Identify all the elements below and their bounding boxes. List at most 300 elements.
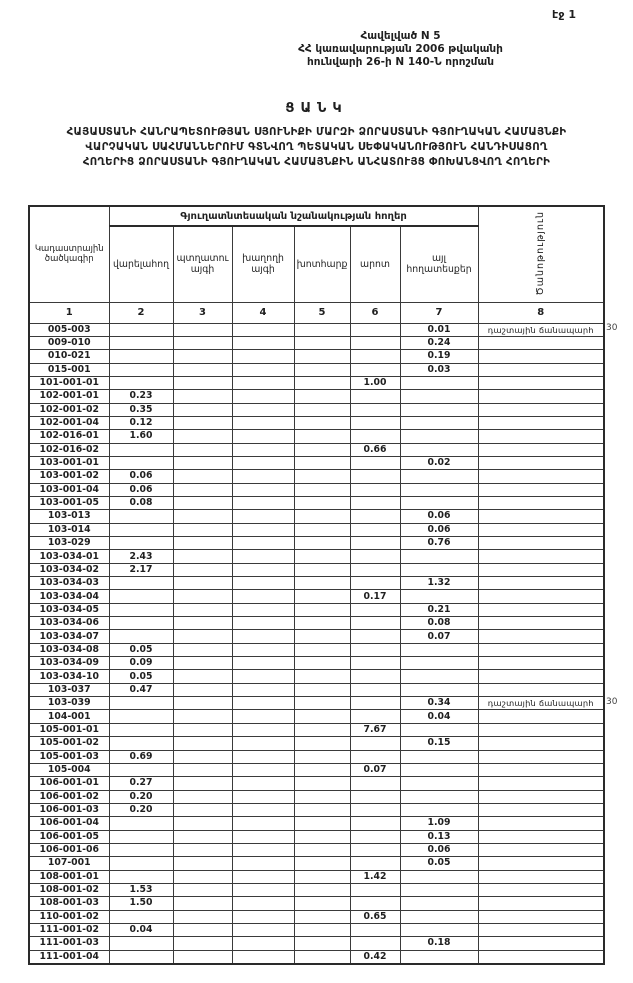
value-cell <box>232 496 294 509</box>
cadastral-code-cell: 103-001-05 <box>29 496 109 509</box>
value-cell <box>294 923 350 936</box>
value-cell: 0.47 <box>109 683 173 696</box>
value-cell: 0.05 <box>109 670 173 683</box>
table-row <box>29 697 604 710</box>
value-cell <box>350 737 400 750</box>
cadastral-code-cell: 110-001-02 <box>29 910 109 923</box>
value-cell <box>350 830 400 843</box>
value-cell <box>232 403 294 416</box>
table-row <box>29 643 604 656</box>
value-cell: 0.34 <box>400 697 478 710</box>
column-number: 8 <box>478 302 604 323</box>
value-cell <box>350 510 400 523</box>
value-cell <box>173 443 232 456</box>
cadastral-code-cell: 111-001-04 <box>29 950 109 964</box>
value-cell <box>350 617 400 630</box>
value-cell <box>232 376 294 389</box>
value-cell <box>294 523 350 536</box>
value-cell <box>294 657 350 670</box>
value-cell <box>294 550 350 563</box>
value-cell: 0.13 <box>400 830 478 843</box>
cadastral-code-cell: 010-021 <box>29 350 109 363</box>
cadastral-code-cell: 103-034-08 <box>29 643 109 656</box>
value-cell <box>350 336 400 349</box>
value-cell <box>232 363 294 376</box>
value-cell <box>232 883 294 896</box>
appendix-line-2: ՀՀ կառավարության 2006 թվականի <box>298 43 503 55</box>
value-cell <box>294 937 350 950</box>
column-number: 2 <box>109 302 173 323</box>
note-cell <box>478 790 604 803</box>
table-row <box>29 870 604 883</box>
value-cell <box>173 363 232 376</box>
note-cell <box>478 803 604 816</box>
cadastral-code-cell: 103-034-10 <box>29 670 109 683</box>
land-parcels-table <box>28 205 605 965</box>
value-cell <box>173 683 232 696</box>
value-cell <box>109 363 173 376</box>
agricultural-lands-group-header: Գյուղատնտեսական նշանակության հողեր <box>109 206 478 226</box>
cadastral-code-cell: 104-001 <box>29 710 109 723</box>
value-cell <box>350 843 400 856</box>
value-cell: 2.17 <box>109 563 173 576</box>
pasture-header: արոտ <box>350 226 400 302</box>
value-cell <box>173 617 232 630</box>
value-cell: 0.18 <box>400 937 478 950</box>
note-cell <box>478 950 604 964</box>
cadastral-code-cell: 111-001-02 <box>29 923 109 936</box>
value-cell <box>232 550 294 563</box>
value-cell <box>173 403 232 416</box>
value-cell <box>232 670 294 683</box>
value-cell <box>109 910 173 923</box>
value-cell <box>109 336 173 349</box>
table-row <box>29 416 604 429</box>
value-cell: 0.04 <box>109 923 173 936</box>
cadastral-code-cell: 102-016-02 <box>29 443 109 456</box>
cadastral-code-cell: 103-029 <box>29 537 109 550</box>
document-heading: ՑԱՆԿ <box>285 101 348 116</box>
value-cell <box>350 456 400 469</box>
note-cell <box>478 737 604 750</box>
value-cell <box>109 870 173 883</box>
value-cell <box>173 763 232 776</box>
note-cell <box>478 563 604 576</box>
cadastral-code-cell: 009-010 <box>29 336 109 349</box>
value-cell <box>294 817 350 830</box>
value-cell <box>294 537 350 550</box>
note-cell <box>478 537 604 550</box>
value-cell: 2.43 <box>109 550 173 563</box>
table-row <box>29 937 604 950</box>
value-cell <box>109 603 173 616</box>
value-cell <box>109 456 173 469</box>
table-row <box>29 376 604 389</box>
cadastral-code-cell: 103-034-04 <box>29 590 109 603</box>
value-cell <box>173 563 232 576</box>
value-cell: 0.17 <box>350 590 400 603</box>
table-row <box>29 563 604 576</box>
value-cell <box>173 496 232 509</box>
cadastral-code-cell: 103-034-03 <box>29 577 109 590</box>
value-cell <box>294 843 350 856</box>
column-number: 3 <box>173 302 232 323</box>
cadastral-code-cell: 103-001-01 <box>29 456 109 469</box>
value-cell <box>400 750 478 763</box>
note-cell <box>478 416 604 429</box>
appendix-line-1: Հավելված N 5 <box>360 30 441 42</box>
value-cell <box>173 737 232 750</box>
value-cell <box>173 657 232 670</box>
other-land-types-header: այլ հողատեսքեր <box>400 226 478 302</box>
cadastral-code-cell: 103-034-09 <box>29 657 109 670</box>
value-cell <box>294 857 350 870</box>
value-cell <box>350 350 400 363</box>
value-cell <box>294 577 350 590</box>
value-cell <box>294 790 350 803</box>
value-cell <box>109 817 173 830</box>
value-cell <box>232 910 294 923</box>
value-cell <box>294 643 350 656</box>
value-cell <box>109 723 173 736</box>
table-body <box>29 323 604 964</box>
value-cell <box>173 817 232 830</box>
value-cell: 0.08 <box>109 496 173 509</box>
value-cell <box>109 510 173 523</box>
value-cell <box>400 790 478 803</box>
table-row <box>29 883 604 896</box>
value-cell <box>350 643 400 656</box>
appendix-reference <box>168 30 633 69</box>
value-cell: 0.19 <box>400 350 478 363</box>
value-cell: 0.04 <box>400 710 478 723</box>
value-cell: 0.66 <box>350 443 400 456</box>
title-line-1: ՀԱՅԱՍՏԱՆԻ ՀԱՆՐԱՊԵՏՈՒԹՅԱՆ ՍՅՈՒՆԻՔԻ ՄԱՐԶԻ ՁՈՐԱՍՏԱՆԻ ԳՅՈՒՂԱԿԱՆ ՀԱՄԱՅՆՔԻ <box>66 127 567 138</box>
value-cell <box>350 857 400 870</box>
note-cell <box>478 483 604 496</box>
value-cell <box>173 750 232 763</box>
table-row <box>29 456 604 469</box>
table-row <box>29 923 604 936</box>
value-cell <box>294 416 350 429</box>
note-cell: դաշտային ճանապարհ <box>478 323 604 336</box>
note-cell <box>478 510 604 523</box>
value-cell <box>350 537 400 550</box>
cadastral-code-cell: 105-004 <box>29 763 109 776</box>
table-row <box>29 577 604 590</box>
title-line-2: ՎԱՐՉԱԿԱՆ ՍԱՀՄԱՆՆԵՐՈՒՄ ԳՏՆՎՈՂ ՊԵՏԱԿԱՆ ՍԵՓԱԿԱՆՈՒԹՅՈՒՆ ՀԱՆԴԻՍԱՑՈՂ <box>85 142 548 153</box>
value-cell <box>232 483 294 496</box>
cadastral-code-cell: 102-001-04 <box>29 416 109 429</box>
value-cell <box>400 870 478 883</box>
value-cell <box>232 697 294 710</box>
hayfield-header: խոտհարք <box>294 226 350 302</box>
value-cell <box>173 376 232 389</box>
value-cell <box>232 683 294 696</box>
value-cell <box>350 670 400 683</box>
value-cell <box>232 523 294 536</box>
value-cell <box>232 590 294 603</box>
cadastral-code-cell: 103-037 <box>29 683 109 696</box>
note-cell <box>478 830 604 843</box>
value-cell <box>400 763 478 776</box>
value-cell <box>109 630 173 643</box>
cadastral-code-cell: 108-001-01 <box>29 870 109 883</box>
value-cell <box>232 323 294 336</box>
value-cell: 0.02 <box>400 456 478 469</box>
note-column-header-text: Ծանոթություն <box>534 210 546 295</box>
value-cell <box>400 390 478 403</box>
table-row <box>29 790 604 803</box>
cadastral-code-cell: 108-001-03 <box>29 897 109 910</box>
table-row <box>29 670 604 683</box>
value-cell <box>350 883 400 896</box>
table-row <box>29 496 604 509</box>
value-cell <box>232 617 294 630</box>
value-cell <box>109 857 173 870</box>
note-cell <box>478 617 604 630</box>
value-cell <box>232 657 294 670</box>
value-cell <box>350 403 400 416</box>
value-cell: 0.01 <box>400 323 478 336</box>
value-cell: 0.03 <box>400 363 478 376</box>
cadastral-code-cell: 103-001-02 <box>29 470 109 483</box>
value-cell <box>173 777 232 790</box>
value-cell <box>173 803 232 816</box>
value-cell <box>173 843 232 856</box>
column-number: 6 <box>350 302 400 323</box>
value-cell: 0.42 <box>350 950 400 964</box>
value-cell <box>294 617 350 630</box>
value-cell <box>173 723 232 736</box>
value-cell: 1.42 <box>350 870 400 883</box>
note-cell <box>478 883 604 896</box>
value-cell <box>109 590 173 603</box>
column-number: 4 <box>232 302 294 323</box>
value-cell <box>173 670 232 683</box>
value-cell: 0.20 <box>109 803 173 816</box>
cadastral-code-cell: 103-034-01 <box>29 550 109 563</box>
value-cell <box>400 910 478 923</box>
arable-land-header: վարելահող <box>109 226 173 302</box>
value-cell <box>400 483 478 496</box>
value-cell <box>350 923 400 936</box>
table-row <box>29 897 604 910</box>
value-cell <box>400 670 478 683</box>
cadastral-code-cell: 103-039 <box>29 697 109 710</box>
cadastral-code-cell: 106-001-01 <box>29 777 109 790</box>
column-number: 5 <box>294 302 350 323</box>
table-row <box>29 550 604 563</box>
value-cell <box>350 603 400 616</box>
table-row <box>29 537 604 550</box>
note-cell <box>478 550 604 563</box>
value-cell <box>294 350 350 363</box>
cadastral-code-cell: 102-016-01 <box>29 430 109 443</box>
value-cell: 0.07 <box>350 763 400 776</box>
value-cell <box>232 710 294 723</box>
value-cell <box>232 937 294 950</box>
value-cell <box>232 763 294 776</box>
cadastral-code-cell: 101-001-01 <box>29 376 109 389</box>
value-cell <box>400 723 478 736</box>
note-cell <box>478 523 604 536</box>
value-cell <box>232 577 294 590</box>
table-row <box>29 443 604 456</box>
value-cell: 1.00 <box>350 376 400 389</box>
group-header-row <box>29 206 604 226</box>
value-cell <box>294 630 350 643</box>
table-row <box>29 617 604 630</box>
note-cell <box>478 496 604 509</box>
note-cell <box>478 590 604 603</box>
cadastral-code-cell: 005-003 <box>29 323 109 336</box>
value-cell <box>173 430 232 443</box>
cadastral-code-cell: 103-034-05 <box>29 603 109 616</box>
value-cell <box>173 483 232 496</box>
table-row <box>29 390 604 403</box>
value-cell <box>294 750 350 763</box>
value-cell <box>232 777 294 790</box>
value-cell <box>294 563 350 576</box>
value-cell <box>173 537 232 550</box>
value-cell: 0.05 <box>109 643 173 656</box>
value-cell <box>350 790 400 803</box>
value-cell: 0.06 <box>109 483 173 496</box>
value-cell: 0.23 <box>109 390 173 403</box>
value-cell <box>173 390 232 403</box>
value-cell: 0.06 <box>109 470 173 483</box>
table-row <box>29 777 604 790</box>
value-cell <box>173 603 232 616</box>
value-cell <box>232 350 294 363</box>
value-cell <box>173 350 232 363</box>
note-cell <box>478 577 604 590</box>
value-cell <box>173 416 232 429</box>
table-row <box>29 750 604 763</box>
value-cell <box>173 857 232 870</box>
value-cell <box>400 643 478 656</box>
cadastral-code-cell: 106-001-04 <box>29 817 109 830</box>
note-cell <box>478 336 604 349</box>
value-cell <box>232 923 294 936</box>
cadastral-code-cell: 108-001-02 <box>29 883 109 896</box>
value-cell <box>232 790 294 803</box>
value-cell <box>173 910 232 923</box>
value-cell <box>400 883 478 896</box>
table-row <box>29 737 604 750</box>
value-cell <box>173 830 232 843</box>
value-cell <box>400 590 478 603</box>
value-cell <box>109 737 173 750</box>
table-row <box>29 603 604 616</box>
cadastral-code-cell: 102-001-01 <box>29 390 109 403</box>
value-cell <box>232 950 294 964</box>
value-cell <box>294 697 350 710</box>
value-cell <box>350 697 400 710</box>
value-cell <box>109 710 173 723</box>
column-number: 7 <box>400 302 478 323</box>
note-cell <box>478 603 604 616</box>
table-row <box>29 403 604 416</box>
value-cell <box>109 323 173 336</box>
value-cell <box>350 390 400 403</box>
value-cell <box>294 803 350 816</box>
note-cell <box>478 350 604 363</box>
table-row <box>29 657 604 670</box>
cadastral-code-cell: 105-001-03 <box>29 750 109 763</box>
value-cell <box>294 470 350 483</box>
value-cell <box>232 830 294 843</box>
value-cell <box>400 897 478 910</box>
note-cell <box>478 870 604 883</box>
value-cell: 0.20 <box>109 790 173 803</box>
value-cell: 0.76 <box>400 537 478 550</box>
value-cell: 1.32 <box>400 577 478 590</box>
value-cell <box>109 937 173 950</box>
value-cell <box>232 643 294 656</box>
table-row <box>29 950 604 964</box>
value-cell: 0.06 <box>400 510 478 523</box>
value-cell <box>400 683 478 696</box>
note-cell <box>478 723 604 736</box>
value-cell <box>232 430 294 443</box>
value-cell: 1.50 <box>109 897 173 910</box>
value-cell <box>232 630 294 643</box>
value-cell <box>173 923 232 936</box>
value-cell <box>173 523 232 536</box>
handwritten-margin-mark: 30 <box>606 323 618 333</box>
value-cell: 0.27 <box>109 777 173 790</box>
value-cell <box>400 376 478 389</box>
value-cell: 0.05 <box>400 857 478 870</box>
value-cell <box>232 390 294 403</box>
note-cell <box>478 777 604 790</box>
table-row <box>29 523 604 536</box>
value-cell <box>400 923 478 936</box>
value-cell <box>350 550 400 563</box>
value-cell <box>294 897 350 910</box>
value-cell <box>294 456 350 469</box>
note-cell <box>478 937 604 950</box>
column-number: 1 <box>29 302 109 323</box>
value-cell <box>350 937 400 950</box>
cadastral-code-cell: 106-001-03 <box>29 803 109 816</box>
value-cell <box>294 763 350 776</box>
cadastral-code-cell: 106-001-06 <box>29 843 109 856</box>
note-cell <box>478 390 604 403</box>
value-cell <box>173 336 232 349</box>
value-cell <box>294 670 350 683</box>
value-cell <box>400 443 478 456</box>
value-cell: 0.15 <box>400 737 478 750</box>
cadastral-code-cell: 103-014 <box>29 523 109 536</box>
value-cell <box>350 363 400 376</box>
value-cell <box>109 830 173 843</box>
value-cell <box>109 537 173 550</box>
value-cell <box>173 470 232 483</box>
note-cell <box>478 923 604 936</box>
value-cell <box>350 483 400 496</box>
value-cell <box>400 563 478 576</box>
value-cell <box>350 803 400 816</box>
value-cell <box>350 416 400 429</box>
value-cell <box>400 777 478 790</box>
note-cell <box>478 456 604 469</box>
value-cell <box>173 950 232 964</box>
cadastral-code-cell: 102-001-02 <box>29 403 109 416</box>
value-cell <box>173 550 232 563</box>
